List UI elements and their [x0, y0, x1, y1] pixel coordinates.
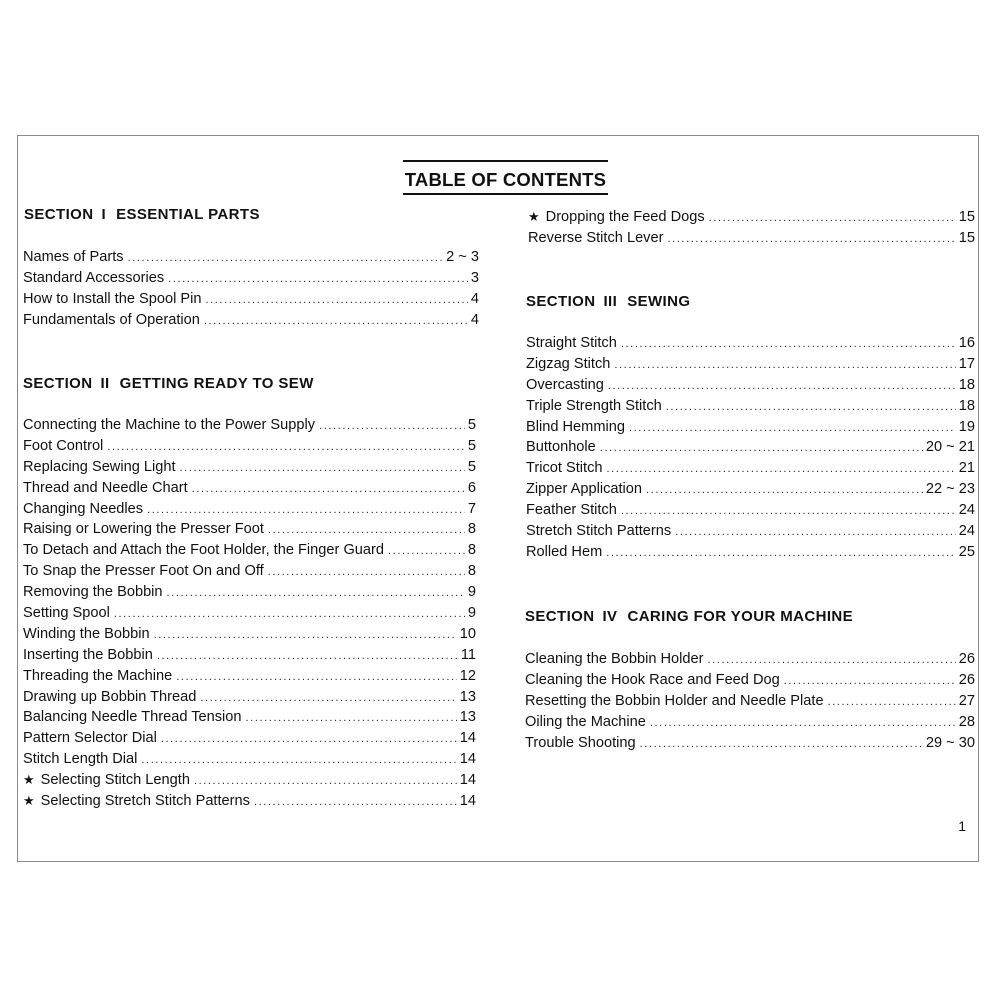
entry-title: Foot Control	[23, 437, 104, 454]
entry-title: Thread and Needle Chart	[23, 479, 188, 496]
entry-page: 18	[958, 376, 975, 393]
section-numeral: IV	[602, 608, 618, 625]
toc-entry[interactable]	[23, 436, 476, 457]
toc-entry[interactable]	[525, 733, 975, 754]
entry-page: 8	[467, 542, 476, 559]
toc-entry[interactable]	[23, 603, 476, 624]
dot-leader	[176, 667, 456, 688]
dot-leader	[168, 269, 468, 290]
entry-page: 9	[467, 605, 476, 622]
section-numeral: II	[100, 375, 110, 392]
entry-page: 14	[459, 793, 476, 810]
dot-leader	[614, 355, 955, 376]
entry-title: Cleaning the Hook Race and Feed Dog	[525, 671, 780, 688]
entry-title: Removing the Bobbin	[23, 584, 163, 601]
entry-page: 15	[958, 209, 975, 225]
toc-entry[interactable]	[525, 649, 975, 670]
entry-title: Raising or Lowering the Presser Foot	[23, 521, 264, 538]
toc-entry[interactable]	[526, 417, 975, 438]
toc-entry[interactable]	[526, 458, 975, 479]
entry-title: Balancing Needle Thread Tension	[23, 709, 242, 726]
entry-page: 4	[470, 290, 479, 307]
toc-entry[interactable]	[23, 770, 476, 791]
entry-page: 19	[958, 418, 975, 435]
dot-leader	[246, 708, 457, 729]
entry-title: Resetting the Bobbin Holder and Needle Plate	[525, 692, 824, 709]
dot-leader	[180, 458, 465, 479]
toc-entry[interactable]	[23, 310, 479, 331]
entry-title: To Snap the Presser Foot On and Off	[23, 563, 264, 580]
dot-leader	[194, 771, 457, 792]
dot-leader	[192, 479, 465, 500]
entry-title: Oiling the Machine	[525, 713, 646, 730]
entry-page: 8	[467, 521, 476, 538]
toc-entry[interactable]	[23, 728, 476, 749]
dot-leader	[666, 397, 956, 418]
entry-title: Selecting Stretch Stitch Patterns	[40, 793, 250, 810]
entry-title: Stitch Length Dial	[23, 751, 138, 768]
entry-title: Setting Spool	[23, 605, 110, 622]
dot-leader	[319, 416, 465, 437]
entry-page: 10	[459, 625, 476, 642]
section-3-list	[526, 333, 975, 563]
entry-title: To Detach and Attach the Foot Holder, the Finger Guard	[23, 542, 385, 559]
dot-leader	[107, 437, 465, 458]
entry-page: 14	[459, 730, 476, 747]
toc-entry[interactable]	[528, 207, 975, 228]
dot-leader	[709, 208, 956, 229]
entry-title: Zipper Application	[526, 481, 643, 498]
toc-entry[interactable]	[525, 691, 975, 712]
toc-entry[interactable]	[526, 333, 975, 354]
toc-entry[interactable]	[23, 645, 476, 666]
entry-title: Buttonhole	[526, 439, 596, 456]
toc-entry[interactable]	[526, 521, 975, 542]
entry-page: 13	[459, 688, 476, 705]
entry-page: 2 ~ 3	[446, 249, 479, 265]
dot-leader	[200, 688, 456, 709]
dot-leader	[147, 500, 465, 521]
entry-page: 20 ~ 21	[925, 439, 975, 456]
star-icon: ★	[528, 209, 540, 224]
entry-page: 4	[470, 311, 479, 328]
entry-title: Trouble Shooting	[525, 734, 636, 751]
section-name: CARING FOR YOUR MACHINE	[627, 608, 854, 625]
toc-entry[interactable]	[526, 354, 975, 375]
dot-leader	[157, 646, 458, 667]
dot-leader	[621, 501, 956, 522]
entry-title: How to Install the Spool Pin	[23, 290, 202, 307]
section-label: SECTION	[526, 293, 596, 310]
section-2-heading	[23, 375, 314, 392]
entry-page: 18	[958, 397, 975, 414]
dot-leader	[154, 625, 457, 646]
entry-title: Drawing up Bobbin Thread	[23, 688, 197, 705]
toc-entry[interactable]	[526, 542, 975, 563]
dot-leader	[161, 729, 457, 750]
section-4-list	[525, 649, 975, 753]
entry-page: 26	[958, 671, 975, 688]
toc-entry[interactable]	[525, 712, 975, 733]
section-numeral: III	[603, 293, 618, 310]
entry-title: Fundamentals of Operation	[23, 311, 200, 328]
entry-title: Selecting Stitch Length	[40, 772, 190, 789]
dot-leader	[268, 562, 465, 583]
dot-leader	[667, 229, 955, 250]
toc-entry[interactable]	[23, 499, 476, 520]
star-icon: ★	[23, 772, 35, 788]
dot-leader	[607, 459, 956, 480]
entry-page: 22 ~ 23	[925, 481, 975, 498]
toc-entry[interactable]	[23, 289, 479, 310]
section-1-heading	[24, 206, 260, 223]
section-label: SECTION	[23, 375, 93, 392]
dot-leader	[141, 750, 456, 771]
entry-page: 5	[467, 437, 476, 454]
section-name: GETTING READY TO SEW	[119, 375, 314, 392]
entry-title: Pattern Selector Dial	[23, 730, 157, 747]
entry-title: Changing Needles	[23, 500, 144, 517]
dot-leader	[268, 520, 465, 541]
toc-entry[interactable]	[526, 375, 975, 396]
dot-leader	[640, 734, 923, 755]
toc-entry[interactable]	[23, 791, 476, 812]
entry-page: 14	[459, 751, 476, 768]
entry-title: Straight Stitch	[526, 335, 617, 351]
toc-entry[interactable]	[526, 396, 975, 417]
toc-entry[interactable]	[23, 457, 476, 478]
toc-entry[interactable]	[23, 624, 476, 645]
section-label: SECTION	[24, 206, 94, 223]
entry-page: 8	[467, 563, 476, 580]
section-1-list	[23, 247, 479, 331]
entry-page: 15	[958, 229, 975, 246]
dot-leader	[388, 541, 465, 562]
toc-entry[interactable]	[23, 561, 476, 582]
section-2-list	[23, 415, 476, 812]
toc-entry[interactable]	[23, 707, 476, 728]
entry-page: 28	[958, 713, 975, 730]
section-4-heading	[525, 608, 853, 625]
entry-title: Names of Parts	[23, 249, 124, 265]
toc-entry[interactable]	[23, 666, 476, 687]
section-numeral: I	[101, 206, 107, 223]
entry-page: 7	[467, 500, 476, 517]
toc-entry[interactable]	[23, 268, 479, 289]
entry-title: Tricot Stitch	[526, 460, 603, 477]
toc-entry[interactable]	[23, 540, 476, 561]
dot-leader	[205, 290, 467, 311]
entry-page: 25	[958, 543, 975, 560]
toc-entry[interactable]	[23, 415, 476, 436]
entry-title: Connecting the Machine to the Power Supply	[23, 417, 316, 433]
dot-leader	[629, 418, 956, 439]
dot-leader	[254, 792, 457, 813]
dot-leader	[608, 376, 956, 397]
entry-title: Reverse Stitch Lever	[528, 229, 664, 246]
toc-entry[interactable]	[23, 687, 476, 708]
entry-page: 9	[467, 584, 476, 601]
entry-title: Overcasting	[526, 376, 604, 393]
dot-leader	[646, 480, 923, 501]
toc-entry[interactable]	[23, 749, 476, 770]
entry-title: Triple Strength Stitch	[526, 397, 662, 414]
section-2-continued-list	[528, 207, 975, 249]
entry-page: 12	[459, 667, 476, 684]
toc-entry[interactable]	[23, 247, 479, 268]
dot-leader	[114, 604, 465, 625]
entry-page: 27	[958, 692, 975, 709]
entry-page: 17	[958, 355, 975, 372]
section-name: ESSENTIAL PARTS	[116, 206, 260, 223]
dot-leader	[708, 650, 956, 671]
toc-entry[interactable]	[23, 478, 476, 499]
toc-entry[interactable]	[526, 479, 975, 500]
dot-leader	[606, 543, 956, 564]
entry-page: 29 ~ 30	[925, 734, 975, 751]
entry-page: 3	[470, 269, 479, 286]
entry-page: 13	[459, 709, 476, 726]
entry-page: 6	[467, 479, 476, 496]
entry-page: 26	[958, 651, 975, 667]
toc-entry[interactable]	[23, 519, 476, 540]
entry-title: Dropping the Feed Dogs	[545, 209, 705, 225]
entry-title: Feather Stitch	[526, 502, 617, 519]
page-title: TABLE OF CONTENTS	[403, 160, 608, 195]
manual-page	[17, 135, 979, 862]
toc-entry[interactable]	[525, 670, 975, 691]
dot-leader	[600, 438, 923, 459]
entry-title: Rolled Hem	[526, 543, 603, 560]
entry-page: 16	[958, 335, 975, 351]
section-3-heading	[526, 293, 690, 310]
toc-entry[interactable]	[526, 437, 975, 458]
dot-leader	[204, 311, 468, 332]
dot-leader	[128, 248, 444, 269]
dot-leader	[650, 713, 956, 734]
entry-title: Replacing Sewing Light	[23, 458, 176, 475]
entry-title: Zigzag Stitch	[526, 355, 611, 372]
entry-page: 24	[958, 523, 975, 540]
dot-leader	[167, 583, 465, 604]
dot-leader	[621, 334, 956, 355]
toc-entry[interactable]	[23, 582, 476, 603]
entry-title: Cleaning the Bobbin Holder	[525, 651, 704, 667]
dot-leader	[828, 692, 956, 713]
entry-title: Inserting the Bobbin	[23, 646, 153, 663]
entry-title: Stretch Stitch Patterns	[526, 523, 672, 540]
entry-page: 21	[958, 460, 975, 477]
toc-entry[interactable]	[528, 228, 975, 249]
entry-page: 5	[467, 458, 476, 475]
entry-page: 5	[467, 417, 476, 433]
dot-leader	[675, 522, 956, 543]
entry-title: Threading the Machine	[23, 667, 173, 684]
entry-title: Winding the Bobbin	[23, 625, 150, 642]
entry-title: Blind Hemming	[526, 418, 625, 435]
entry-title: Standard Accessories	[23, 269, 165, 286]
dot-leader	[784, 671, 956, 692]
page-number: 1	[958, 818, 966, 834]
section-label: SECTION	[525, 608, 595, 625]
toc-entry[interactable]	[526, 500, 975, 521]
entry-page: 14	[459, 772, 476, 789]
entry-page: 11	[460, 646, 476, 663]
star-icon: ★	[23, 793, 35, 809]
section-name: SEWING	[627, 293, 691, 310]
entry-page: 24	[958, 502, 975, 519]
